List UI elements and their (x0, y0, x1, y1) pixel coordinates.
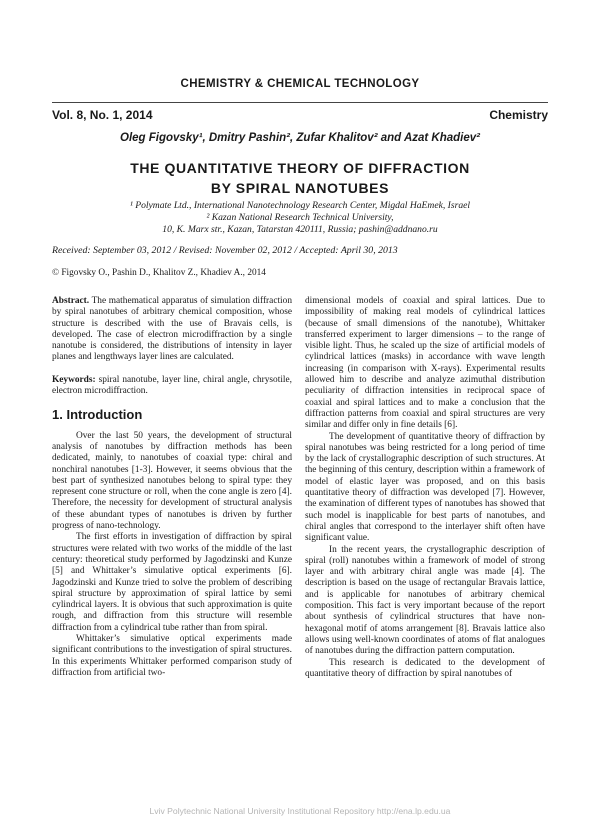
paragraph: This research is dedicated to the development of quantitative theory of diffraction by spiral nanotubes of (305, 657, 545, 679)
section-name: Chemistry (489, 108, 548, 122)
affiliation-2: ² Kazan National Research Technical University, (206, 212, 394, 224)
affiliation-3: 10, K. Marx str., Kazan, Tatarstan 420111, Russia; pashin@addnano.ru (162, 224, 438, 236)
right-column (305, 296, 545, 680)
keywords (52, 375, 292, 398)
title-line-2: BY SPIRAL NANOTUBES (210, 180, 390, 196)
abstract-label: Abstract. (52, 296, 90, 306)
keywords-text: spiral nanotube, layer line, chiral angle, chrysotile, electron microdiffraction. (52, 374, 292, 397)
paragraph: Over the last 50 years, the development of structural analysis of nanotubes by diffraction methods has been dedicated, mainly, to nanotubes of coaxial type: chiral and nonchiral nanotubes [1-3]. However, it seems obvious that the best part of synthesized nanotubes belong to spiral type: they represent cone structure or roll, when the cone angle is zero [4]. Therefore, the necessity for development of structural analysis of these abundant types of nanotubes is driven by further progress of nano-technology. (52, 430, 292, 532)
volume-info: Vol. 8, No. 1, 2014 (52, 108, 153, 122)
affiliations (0, 200, 600, 237)
abstract (52, 296, 292, 364)
affiliation-1: ¹ Polymate Ltd., International Nanotechnology Research Center, Migdal HaEmek, Israel (129, 200, 471, 211)
copyright-line: © Figovsky O., Pashin D., Khalitov Z., Khadiev A., 2014 (52, 268, 266, 278)
publication-dates: Received: September 03, 2012 / Revised: November 02, 2012 / Accepted: April 30, 2013 (52, 245, 398, 256)
section-heading-introduction: 1. Introduction (52, 407, 143, 423)
title-line-1: THE QUANTITATIVE THEORY OF DIFFRACTION (130, 160, 470, 176)
paper-title (0, 158, 600, 198)
journal-title: CHEMISTRY & CHEMICAL TECHNOLOGY (180, 78, 420, 90)
paragraph: The first efforts in investigation of diffraction by spiral structures were related with two works of the middle of the last century: theoretical study performed by Jagodzinski and Kunze [5] and Whittaker’s simulative optical experiments [6]. Jagodzinski and Kunze tried to solve the problem of describing spiral structure by approximation of spiral lattice by semi cylindrical layers. It is obvious that such approximation is quite rough, and diffraction from this structure will resemble diffraction from a cylindrical tube rather than from spiral. (52, 532, 292, 633)
paragraph: dimensional models of coaxial and spiral lattices. Due to impossibility of making real models of cylindrical lattices (because of small dimensions of the nanotube), Whittaker transferred experiment to larger dimensions – to the range of visible light. Thus, he scaled up the size of artificial models of cylindrical lattices (masks) in accordance with wave length increasing (in comparison with X-rays). Experimental results allowed him to describe and analyze azimuthal distribution peculiarity of diffraction intensities in reciprocal space of coaxial and spiral lattices and to make a conclusion that the diffraction patterns from coaxial and spiral structures are very similar and differ only in fine details [6]. (305, 296, 545, 431)
keywords-label: Keywords: (52, 374, 96, 385)
paragraph: In the recent years, the crystallographic description of spiral (roll) nanotubes within a framework of model of strong layer and with arbitrary chiral angle was made [4]. The description is based on the usage of rectangular Bravais lattice, and is applicable for nanotubes of arbitrary chemical composition. This fact is very important because of the report about synthesis of cylindrical structures that have non-hexagonal motif of atoms arrangement [8]. Bravais lattice also allows using well-known coordinates of atoms of flat analogues of nanotubes during the diffraction pattern computation. (305, 544, 545, 657)
left-column (52, 296, 292, 679)
abstract-text: The mathematical apparatus of simulation diffraction by spiral nanotubes of arbitrary chemical composition, whose structure is described with the use of Bravais cells, is developed. The case of electron microdiffraction by a single nanotube is considered, the distributions of intensity in layer planes and lengthways layer lines are calculated. (52, 296, 292, 363)
repository-footer: Lviv Polytechnic National University Institutional Repository http://ena.lp.edu.ua (149, 806, 451, 816)
paragraph: Whittaker’s simulative optical experiments made significant contributions to the investigation of spiral structures. In this experiments Whittaker performed comparison study of diffraction from artificial two- (52, 634, 292, 678)
paragraph: The development of quantitative theory of diffraction by spiral nanotubes was being restricted for a long period of time by the lack of crystallographic description of such structures. At the beginning of this century, description within a framework of model of elastic layer was proposed, and on this basis quantitative theory of diffraction was developed [7]. However, the examination of different types of nanotubes has showed that such model is inapplicable for best parts of nanotubes, and chiral angles that correspond to the interlayer shift often have significant value. (305, 431, 545, 544)
header-rule (52, 102, 548, 103)
author-list: Oleg Figovsky¹, Dmitry Pashin², Zufar Khalitov² and Azat Khadiev² (120, 132, 480, 144)
